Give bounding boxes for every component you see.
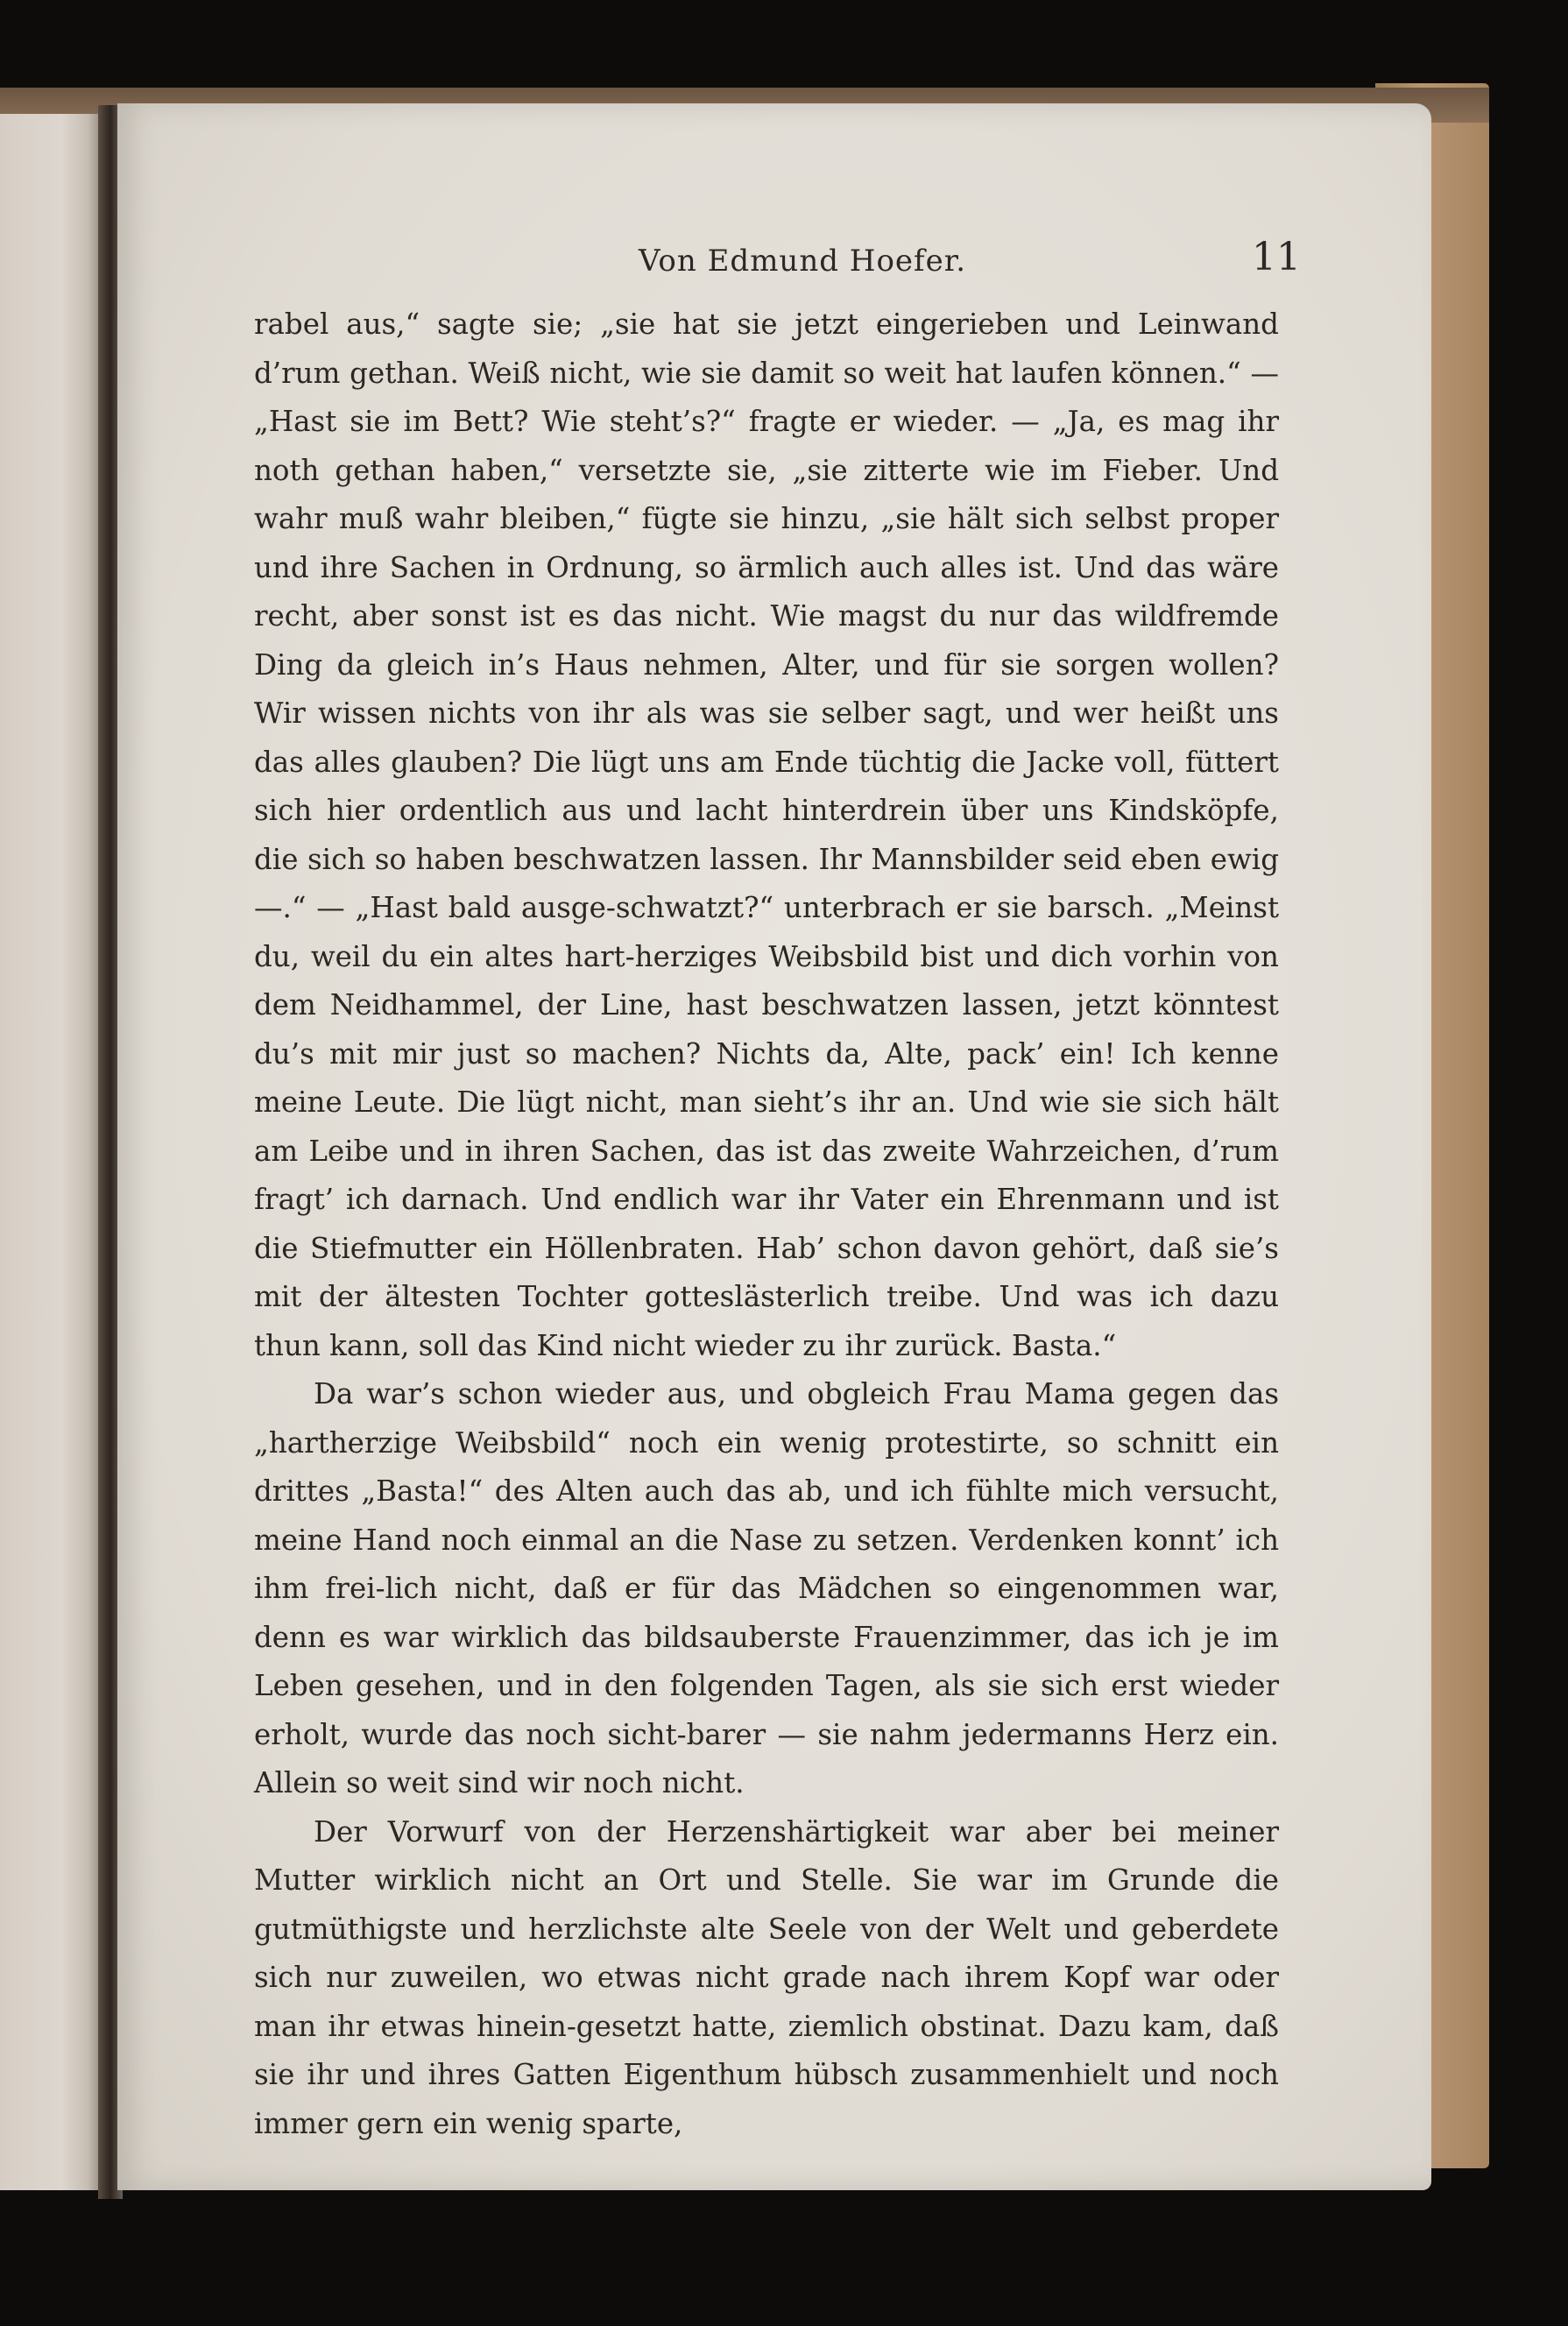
body-text [254,300,1279,2148]
paragraph: rabel aus,“ sagte sie; „sie hat sie jetzt eingerieben und Leinwand d’rum gethan. Weiß nicht, wie sie damit so weit hat laufen können.“ — „Hast sie im Bett? Wie steht’s?“ fragte er wieder. — „Ja, es mag ihr noth gethan haben,“ versetzte sie, „sie zitterte wie im Fieber. Und wahr muß wahr bleiben,“ fügte sie hinzu, „sie hält sich selbst proper und ihre Sachen in Ordnung, so ärmlich auch alles ist. Und das wäre recht, aber sonst ist es das nicht. Wie magst du nur das wildfremde Ding da gleich in’s Haus nehmen, Alter, und für sie sorgen wollen? Wir wissen nichts von ihr als was sie selber sagt, und wer heißt uns das alles glauben? Die lügt uns am Ende tüchtig die Jacke voll, füttert sich hier ordentlich aus und lacht hinterdrein über uns Kindsköpfe, die sich so haben beschwatzen lassen. Ihr Mannsbilder seid eben ewig —.“ — „Hast bald ausge-schwatzt?“ unterbrach er sie barsch. „Meinst du, weil du ein altes hart-herziges Weibsbild bist und dich vorhin von dem Neidhammel, der Line, hast beschwatzen lassen, jetzt könntest du’s mit mir just so machen? Nichts da, Alte, pack’ ein! Ich kenne meine Leute. Die lügt nicht, man sieht’s ihr an. Und wie sie sich hält am Leibe und in ihren Sachen, das ist das zweite Wahrzeichen, d’rum fragt’ ich darnach. Und endlich war ihr Vater ein Ehrenmann und ist die Stiefmutter ein Höllenbraten. Hab’ schon davon gehört, daß sie’s mit der ältesten Tochter gotteslästerlich treibe. Und was ich dazu thun kann, soll das Kind nicht wieder zu ihr zurück. Basta.“ [254,308,1279,1362]
running-title: Von Edmund Hoefer. [639,244,967,279]
page-number: 11 [1252,235,1301,279]
paragraph: Da war’s schon wieder aus, und obgleich Frau Mama gegen das „hartherzige Weibsbild“ noch ein wenig protestirte, so schnitt ein drittes „Basta!“ des Alten auch das ab, und ich fühlte mich versucht, meine Hand noch einmal an die Nase zu setzen. Verdenken konnt’ ich ihm frei-lich nicht, daß er für das Mädchen so eingenommen war, denn es war wirklich das bildsauberste Frauenzimmer, das ich je im Leben gesehen, und in den folgenden Tagen, als sie sich erst wieder erholt, wurde das noch sicht-barer — sie nahm jedermanns Herz ein. Allein so weit sind wir noch nicht. [254,1377,1279,1799]
running-head [117,235,1431,287]
left-page-edge [0,114,103,2190]
paragraph: Der Vorwurf von der Herzenshärtigkeit war aber bei meiner Mutter wirklich nicht an Ort und Stelle. Sie war im Grunde die gutmüthigste und herzlichste alte Seele von der Welt und geberdete sich nur zuweilen, wo etwas nicht grade nach ihrem Kopf war oder man ihr etwas hinein-gesetzt hatte, ziemlich obstinat. Dazu kam, daß sie ihr und ihres Gatten Eigenthum hübsch zusammenhielt und noch immer gern ein wenig sparte, [254,1814,1279,2140]
book-page [117,103,1431,2190]
